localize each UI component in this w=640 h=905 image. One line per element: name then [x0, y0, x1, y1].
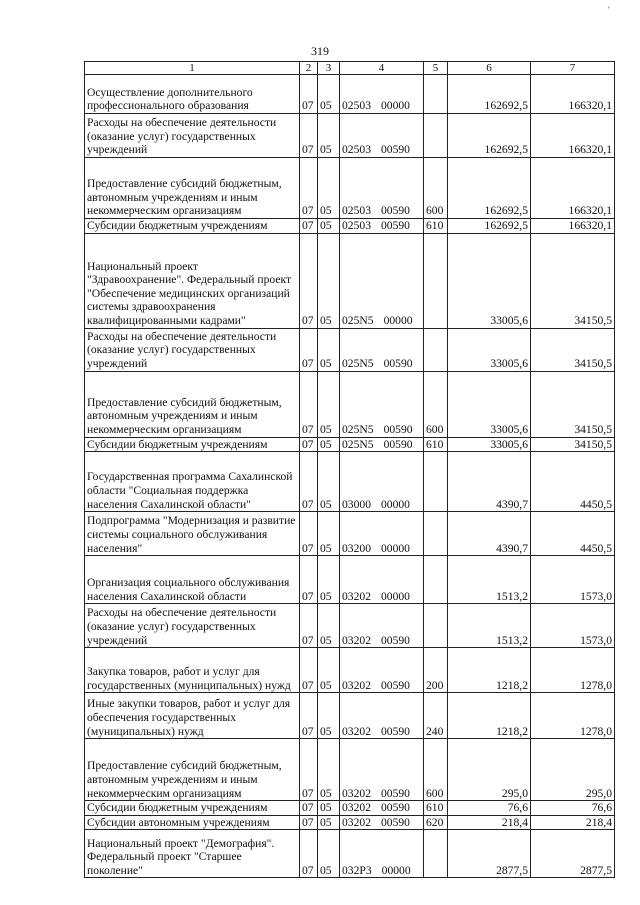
- amount-year-2: 4450,5: [531, 512, 615, 556]
- amount-year-1: 218,4: [448, 815, 531, 830]
- row-name: Национальный проект "Здравоохранение". Федеральный проект "Обеспечение медицинских организаций системы здравоохранения квалифицированными кадрами": [85, 233, 300, 328]
- table-row: [85, 830, 615, 878]
- amount-year-2: 4450,5: [531, 452, 615, 512]
- amount-year-2: 218,4: [531, 815, 615, 830]
- amount-year-2: 166320,1: [531, 158, 615, 219]
- program-code: 02503: [342, 219, 371, 232]
- row-name: Субсидии автономным учреждениям: [85, 815, 300, 830]
- section-code: 07: [300, 604, 318, 648]
- target-article-code: [340, 830, 424, 878]
- program-code: 032P3: [342, 863, 372, 877]
- amount-year-2: 34150,5: [531, 371, 615, 437]
- table-row: [85, 604, 615, 648]
- column-header: 2: [300, 62, 318, 75]
- section-code: 07: [300, 452, 318, 512]
- subsection-code: 05: [318, 437, 340, 452]
- amount-year-1: 33005,6: [448, 437, 531, 452]
- subsection-code: 05: [318, 739, 340, 801]
- column-header: 7: [531, 62, 615, 75]
- target-article-code: [340, 437, 424, 452]
- expense-type-code: [424, 830, 448, 878]
- table-row: [85, 437, 615, 452]
- amount-year-1: 1218,2: [448, 693, 531, 739]
- subsection-code: 05: [318, 233, 340, 328]
- program-code: 025N5: [342, 423, 374, 436]
- row-name: Предоставление субсидий бюджетным, автономным учреждениям и иным некоммерческим организациям: [85, 739, 300, 801]
- target-article-code: [340, 114, 424, 158]
- amount-year-1: 162692,5: [448, 114, 531, 158]
- amount-year-2: 34150,5: [531, 437, 615, 452]
- program-code: 025N5: [342, 437, 374, 451]
- table-row: [85, 556, 615, 604]
- row-name: Субсидии бюджетным учреждениям: [85, 801, 300, 816]
- amount-year-1: 1218,2: [448, 648, 531, 693]
- section-code: 07: [300, 815, 318, 830]
- amount-year-1: 162692,5: [448, 219, 531, 234]
- program-code: 03202: [342, 786, 371, 800]
- section-code: 07: [300, 648, 318, 693]
- section-code: 07: [300, 512, 318, 556]
- direction-code: 00000: [380, 99, 410, 113]
- row-name: Расходы на обеспечение деятельности (оказание услуг) государственных учреждений: [85, 114, 300, 158]
- table-body: [85, 75, 615, 878]
- table-row: [85, 233, 615, 328]
- program-code: 03200: [342, 541, 371, 555]
- program-code: 03202: [342, 801, 371, 815]
- section-code: 07: [300, 801, 318, 816]
- direction-code: 00590: [380, 724, 410, 738]
- column-header: 3: [318, 62, 340, 75]
- expense-type-code: [424, 556, 448, 604]
- column-header: 6: [448, 62, 531, 75]
- amount-year-2: 1278,0: [531, 648, 615, 693]
- direction-code: 00000: [380, 497, 410, 511]
- program-code: 03202: [342, 589, 371, 603]
- program-code: 025N5: [342, 314, 374, 327]
- direction-code: 00590: [380, 633, 410, 647]
- row-name: Расходы на обеспечение деятельности (оказание услуг) государственных учреждений: [85, 328, 300, 371]
- target-article-code: [340, 158, 424, 219]
- section-code: 07: [300, 556, 318, 604]
- subsection-code: 05: [318, 604, 340, 648]
- row-name: Субсидии бюджетным учреждениям: [85, 219, 300, 234]
- amount-year-1: 33005,6: [448, 233, 531, 328]
- target-article-code: [340, 693, 424, 739]
- program-code: 025N5: [342, 357, 374, 370]
- amount-year-1: 33005,6: [448, 328, 531, 371]
- target-article-code: [340, 604, 424, 648]
- direction-code: 00000: [380, 589, 410, 603]
- subsection-code: 05: [318, 75, 340, 114]
- table-row: [85, 158, 615, 219]
- expense-type-code: [424, 512, 448, 556]
- section-code: 07: [300, 830, 318, 878]
- target-article-code: [340, 233, 424, 328]
- expense-type-code: [424, 114, 448, 158]
- program-code: 03202: [342, 815, 371, 829]
- table-row: [85, 512, 615, 556]
- expense-type-code: 610: [424, 437, 448, 452]
- amount-year-2: 1573,0: [531, 556, 615, 604]
- section-code: 07: [300, 328, 318, 371]
- expense-type-code: 610: [424, 219, 448, 234]
- column-header: 5: [424, 62, 448, 75]
- subsection-code: 05: [318, 158, 340, 219]
- subsection-code: 05: [318, 371, 340, 437]
- target-article-code: [340, 219, 424, 234]
- section-code: 07: [300, 371, 318, 437]
- target-article-code: [340, 75, 424, 114]
- expense-type-code: 600: [424, 371, 448, 437]
- program-code: 03202: [342, 678, 371, 692]
- direction-code: 00590: [380, 219, 410, 232]
- amount-year-2: 166320,1: [531, 219, 615, 234]
- amount-year-2: 34150,5: [531, 233, 615, 328]
- subsection-code: 05: [318, 219, 340, 234]
- section-code: 07: [300, 437, 318, 452]
- section-code: 07: [300, 75, 318, 114]
- row-name: Государственная программа Сахалинской области "Социальная поддержка населения Сахалинской области": [85, 452, 300, 512]
- target-article-code: [340, 452, 424, 512]
- subsection-code: 05: [318, 648, 340, 693]
- table-row: [85, 371, 615, 437]
- expense-type-code: [424, 233, 448, 328]
- table-row: [85, 114, 615, 158]
- expense-type-code: 600: [424, 739, 448, 801]
- amount-year-2: 166320,1: [531, 75, 615, 114]
- direction-code: 00590: [380, 801, 410, 815]
- amount-year-2: 1573,0: [531, 604, 615, 648]
- target-article-code: [340, 371, 424, 437]
- program-code: 02503: [342, 204, 371, 218]
- amount-year-1: 76,6: [448, 801, 531, 816]
- target-article-code: [340, 815, 424, 830]
- direction-code: 00590: [380, 143, 410, 157]
- subsection-code: 05: [318, 328, 340, 371]
- amount-year-2: 2877,5: [531, 830, 615, 878]
- row-name: Предоставление субсидий бюджетным, автономным учреждениям и иным некоммерческим организациям: [85, 371, 300, 437]
- direction-code: 00590: [380, 678, 410, 692]
- target-article-code: [340, 739, 424, 801]
- expense-type-code: 600: [424, 158, 448, 219]
- amount-year-2: 295,0: [531, 739, 615, 801]
- row-name: Предоставление субсидий бюджетным, автономным учреждениям и иным некоммерческим организациям: [85, 158, 300, 219]
- row-name: Организация социального обслуживания населения Сахалинской области: [85, 556, 300, 604]
- row-name: Расходы на обеспечение деятельности (оказание услуг) государственных учреждений: [85, 604, 300, 648]
- table-row: [85, 648, 615, 693]
- target-article-code: [340, 556, 424, 604]
- table-row: [85, 75, 615, 114]
- direction-code: 00590: [380, 204, 410, 218]
- amount-year-1: 162692,5: [448, 158, 531, 219]
- row-name: Национальный проект "Демография". Федеральный проект "Старшее поколение": [85, 830, 300, 878]
- direction-code: 00590: [383, 357, 413, 370]
- column-header: 4: [340, 62, 424, 75]
- amount-year-1: 4390,7: [448, 512, 531, 556]
- amount-year-2: 76,6: [531, 801, 615, 816]
- amount-year-1: 162692,5: [448, 75, 531, 114]
- subsection-code: 05: [318, 815, 340, 830]
- amount-year-2: 34150,5: [531, 328, 615, 371]
- target-article-code: [340, 801, 424, 816]
- target-article-code: [340, 328, 424, 371]
- section-code: 07: [300, 219, 318, 234]
- direction-code: 00590: [383, 423, 413, 436]
- amount-year-1: 2877,5: [448, 830, 531, 878]
- budget-table: [84, 61, 615, 878]
- scan-mark: ': [608, 5, 610, 15]
- direction-code: 00000: [380, 541, 410, 555]
- row-name: Закупка товаров, работ и услуг для государственных (муниципальных) нужд: [85, 648, 300, 693]
- subsection-code: 05: [318, 693, 340, 739]
- expense-type-code: 610: [424, 801, 448, 816]
- page-number: 319: [311, 44, 329, 58]
- amount-year-2: 1278,0: [531, 693, 615, 739]
- column-header: 1: [85, 62, 300, 75]
- program-code: 03000: [342, 497, 371, 511]
- expense-type-code: [424, 452, 448, 512]
- table-row: [85, 328, 615, 371]
- row-name: Подпрограмма "Модернизация и развитие системы социального обслуживания населения": [85, 512, 300, 556]
- table-row: [85, 452, 615, 512]
- section-code: 07: [300, 693, 318, 739]
- program-code: 03202: [342, 633, 371, 647]
- amount-year-1: 1513,2: [448, 556, 531, 604]
- amount-year-1: 33005,6: [448, 371, 531, 437]
- row-name: Субсидии бюджетным учреждениям: [85, 437, 300, 452]
- subsection-code: 05: [318, 556, 340, 604]
- table-row: [85, 739, 615, 801]
- section-code: 07: [300, 739, 318, 801]
- expense-type-code: [424, 328, 448, 371]
- section-code: 07: [300, 114, 318, 158]
- expense-type-code: [424, 75, 448, 114]
- table-row: [85, 219, 615, 234]
- row-name: Осуществление дополнительного профессионального образования: [85, 75, 300, 114]
- table-header-row: [85, 62, 615, 75]
- section-code: 07: [300, 233, 318, 328]
- expense-type-code: 620: [424, 815, 448, 830]
- table-row: [85, 693, 615, 739]
- amount-year-1: 4390,7: [448, 452, 531, 512]
- amount-year-1: 295,0: [448, 739, 531, 801]
- target-article-code: [340, 648, 424, 693]
- subsection-code: 05: [318, 512, 340, 556]
- direction-code: 00590: [383, 437, 413, 451]
- row-name: Иные закупки товаров, работ и услуг для обеспечения государственных (муниципальных) нужд: [85, 693, 300, 739]
- table-row: [85, 801, 615, 816]
- subsection-code: 05: [318, 830, 340, 878]
- section-code: 07: [300, 158, 318, 219]
- direction-code: 00590: [380, 786, 410, 800]
- amount-year-2: 166320,1: [531, 114, 615, 158]
- expense-type-code: 200: [424, 648, 448, 693]
- direction-code: 00000: [383, 314, 413, 327]
- subsection-code: 05: [318, 801, 340, 816]
- program-code: 03202: [342, 724, 371, 738]
- expense-type-code: [424, 604, 448, 648]
- table-row: [85, 815, 615, 830]
- subsection-code: 05: [318, 114, 340, 158]
- amount-year-1: 1513,2: [448, 604, 531, 648]
- expense-type-code: 240: [424, 693, 448, 739]
- subsection-code: 05: [318, 452, 340, 512]
- program-code: 02503: [342, 143, 371, 157]
- direction-code: 00000: [381, 863, 411, 877]
- target-article-code: [340, 512, 424, 556]
- program-code: 02503: [342, 99, 371, 113]
- direction-code: 00590: [380, 815, 410, 829]
